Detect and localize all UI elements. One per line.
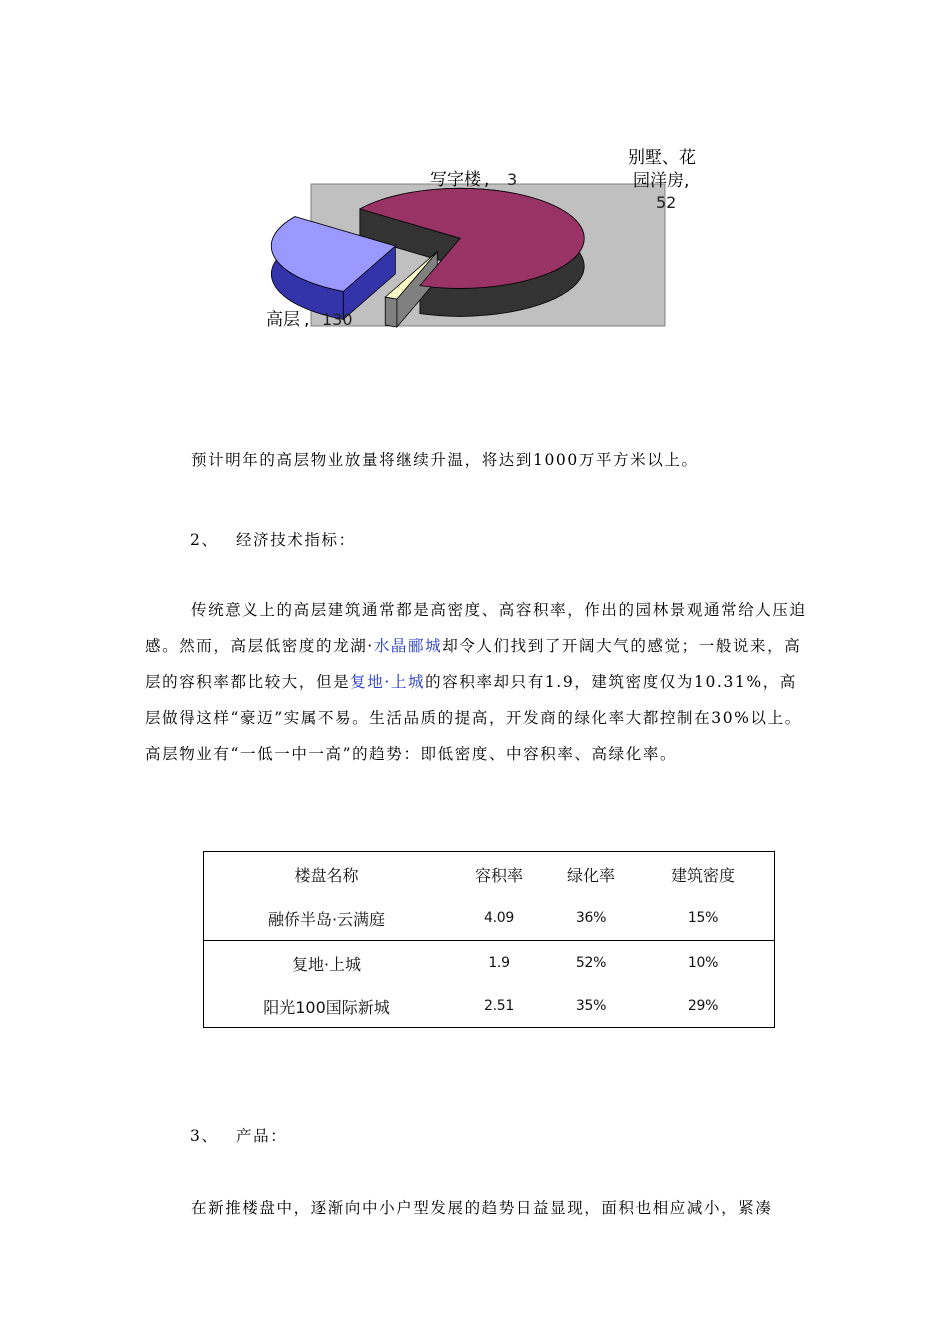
label-office-name: 写字楼 (430, 170, 481, 190)
product-paragraph: 在新推楼盘中，逐渐向中小户型发展的趋势日益显现，面积也相应减小，紧凑 (191, 1199, 773, 1217)
cell-green-rate: 36% (575, 910, 607, 926)
section-heading-product (190, 1124, 287, 1146)
forecast-paragraph: 预计明年的高层物业放量将继续升温，将达到1000万平方米以上。 (191, 451, 699, 469)
link-fudi-shangcheng[interactable]: 复地·上城 (350, 673, 426, 691)
heading-number: 2、 (190, 531, 219, 549)
link-shuijing-licheng[interactable]: 水晶郦城 (373, 637, 443, 655)
section-heading-indicators (190, 528, 356, 550)
indicator-table (203, 851, 775, 1028)
cell-name: 阳光100国际新城 (263, 997, 390, 1017)
label-highrise-sep: , (304, 310, 310, 330)
text-segment: 的容积率却只有1.9，建筑密度仅为10.31%，高层做得这样“豪迈”实属不易。生活品质的提高，开发商的绿化率大都控制在30%以上。高层物业有“一低一中一高”的趋势：即低密度、中容积率、高绿化率。 (145, 673, 802, 763)
label-villa-value: 52 (656, 193, 677, 212)
cell-name: 融侨半岛·云满庭 (267, 909, 386, 929)
label-office-sep: , (484, 170, 490, 190)
indicators-paragraph (145, 592, 807, 772)
label-highrise-name: 高层 (266, 310, 300, 330)
cell-green-rate: 35% (575, 998, 607, 1014)
header-building-density: 建筑密度 (670, 865, 735, 885)
text-segment: 传统意义上的高层建筑通常都是高密度、高容积率，作出的园林景观通常给人压迫感。然而，高层低密度的龙湖· (145, 601, 807, 655)
label-villa-name-line1: 别墅、花 (628, 148, 696, 168)
cell-name: 复地·上城 (291, 954, 362, 974)
cell-green-rate: 52% (575, 955, 607, 971)
header-plot-ratio: 容积率 (474, 865, 523, 885)
cell-plot-ratio: 1.9 (488, 955, 510, 971)
heading-title: 经济技术指标： (236, 531, 356, 549)
cell-building-density: 10% (687, 955, 719, 971)
heading-title: 产品： (236, 1127, 288, 1145)
cell-plot-ratio: 2.51 (484, 998, 514, 1014)
slice-office-side (385, 297, 397, 327)
table-row (204, 941, 774, 985)
header-name: 楼盘名称 (294, 865, 359, 885)
table-header-row (204, 852, 774, 896)
label-villa-name-line2: 园洋房, (633, 171, 690, 191)
label-highrise-value: 130 (322, 310, 353, 329)
header-green-rate: 绿化率 (566, 865, 615, 885)
cell-building-density: 15% (687, 910, 719, 926)
pie-chart (258, 140, 718, 340)
pie-chart-svg (258, 140, 718, 340)
cell-plot-ratio: 4.09 (484, 910, 514, 926)
table-row (204, 984, 774, 1028)
text-segment: 却令人们找到了开阔大气的感觉；一般说来，高层的容积率都比较大，但是 (145, 637, 802, 691)
table-row (204, 896, 774, 940)
label-office-value: 3 (507, 170, 518, 189)
cell-building-density: 29% (687, 998, 719, 1014)
heading-number: 3、 (190, 1127, 219, 1145)
